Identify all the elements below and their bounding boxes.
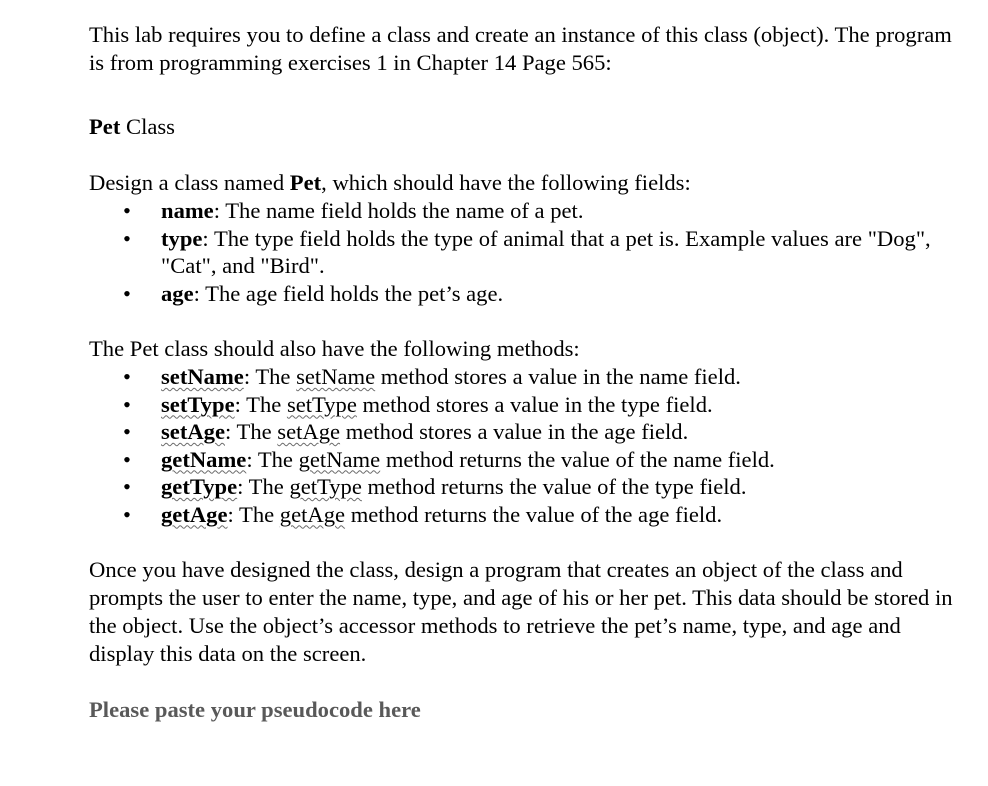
bullet-icon: • (123, 474, 131, 499)
method-gettype-term: getType (161, 474, 238, 499)
field-name-term: name (161, 198, 214, 223)
fields-intro (89, 169, 969, 197)
bullet-icon: • (123, 501, 131, 527)
pseudocode-placeholder[interactable]: Please paste your pseudocode here (89, 697, 421, 722)
method-setage-desc-after: method stores a value in the age field. (340, 419, 689, 444)
list-item-field-name (89, 197, 969, 225)
field-age-desc: : The age field holds the pet’s age. (193, 280, 504, 306)
pet-class-heading (89, 113, 969, 141)
spacer (89, 77, 969, 105)
fields-intro-after: , which should have the following fields: (321, 170, 691, 195)
list-item-method-getname (89, 446, 969, 474)
method-settype-desc-before: : The (234, 391, 287, 417)
method-getage-ref: getAge (279, 501, 346, 527)
bullet-icon: • (123, 225, 131, 251)
method-setname-term: setName (161, 364, 244, 389)
method-getage-desc-before: : The (227, 501, 280, 527)
method-settype-desc-after: method stores a value in the type field. (356, 391, 713, 417)
method-gettype-desc-before: : The (237, 474, 290, 499)
method-setname-desc-after: method stores a value in the name field. (375, 364, 741, 389)
bullet-icon: • (123, 198, 131, 223)
bullet-icon: • (123, 419, 131, 444)
methods-intro: The Pet class should also have the following methods: (89, 336, 580, 361)
method-setname-ref: setName (296, 364, 376, 389)
method-setage-ref: setAge (277, 419, 341, 444)
method-getname-desc-before: : The (246, 446, 299, 472)
intro-paragraph: This lab requires you to define a class and create an instance of this class (object). The program is from programming exercises 1 in Chapter 14 Page 565: (89, 22, 952, 75)
field-age-term: age (161, 280, 194, 306)
fields-intro-before: Design a class named (89, 170, 290, 195)
field-type-desc: : The type field holds the type of animal that a pet is. Example values are "Dog", "Cat", and "Bird". (161, 225, 931, 278)
method-settype-ref: setType (286, 391, 357, 417)
method-setage-desc-before: : The (225, 419, 278, 444)
program-description: Once you have designed the class, design a program that creates an object of the class and prompts the user to enter the name, type, and age of his or her pet. This data should be stored in the object. Use the object’s accessor methods to retrieve the pet’s name, type, and age and display this data on the screen. (89, 557, 953, 666)
method-setname-desc-before: : The (243, 364, 297, 389)
list-item-field-type (89, 225, 969, 280)
heading-bold: Pet (89, 114, 121, 139)
list-item-method-gettype (89, 473, 969, 501)
method-settype-term: setType (161, 391, 235, 417)
bullet-icon: • (123, 364, 131, 389)
field-name-desc: : The name field holds the name of a pet. (213, 198, 584, 223)
fields-intro-bold: Pet (289, 170, 322, 195)
spacer (89, 668, 969, 696)
method-getage-term: getAge (161, 501, 228, 527)
method-getname-ref: getName (298, 446, 381, 472)
method-gettype-desc-after: method returns the value of the type field. (361, 474, 747, 499)
list-item-method-setname (89, 363, 969, 391)
spacer (89, 528, 969, 556)
bullet-icon: • (123, 280, 131, 306)
method-getname-term: getName (161, 446, 247, 472)
methods-list (89, 363, 969, 528)
method-getage-desc-after: method returns the value of the age field. (345, 501, 723, 527)
method-gettype-ref: getType (289, 474, 362, 499)
field-type-term: type (161, 225, 203, 251)
bullet-icon: • (123, 446, 131, 472)
method-setage-term: setAge (161, 419, 225, 444)
list-item-field-age (89, 280, 969, 308)
spacer (89, 307, 969, 335)
document-page (89, 21, 969, 724)
bullet-icon: • (123, 391, 131, 417)
heading-rest: Class (120, 114, 175, 139)
method-getname-desc-after: method returns the value of the name field. (380, 446, 775, 472)
spacer (89, 141, 969, 169)
list-item-method-getage (89, 501, 969, 529)
fields-list (89, 197, 969, 307)
list-item-method-setage (89, 418, 969, 446)
list-item-method-settype (89, 391, 969, 419)
